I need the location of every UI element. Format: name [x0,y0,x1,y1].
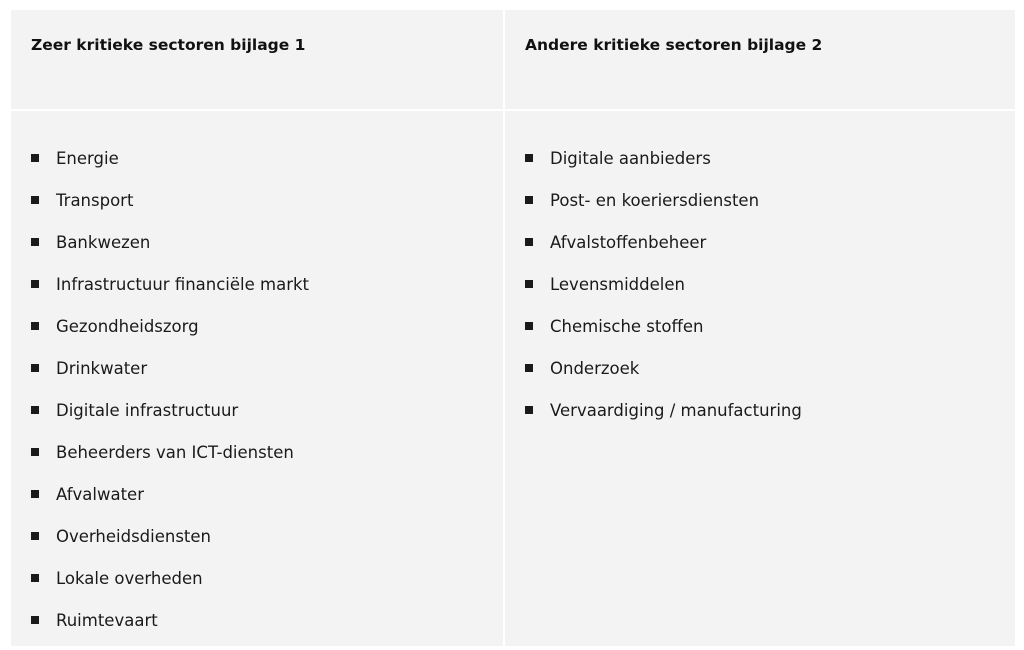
list-item-label: Infrastructuur financiële markt [56,274,310,294]
square-bullet-icon [525,406,533,414]
header-very-critical-sectors [11,10,503,109]
list-item [31,557,503,599]
list-item [525,389,1015,431]
list-item [31,599,503,641]
square-bullet-icon [31,364,39,372]
list-item-label: Vervaardiging / manufacturing [550,400,802,420]
list-item [525,179,1015,221]
square-bullet-icon [525,364,533,372]
square-bullet-icon [525,238,533,246]
list-item-label: Ruimtevaart [56,610,158,630]
list-item-label: Overheidsdiensten [56,526,212,546]
list-item-label: Post- en koeriersdiensten [550,190,760,210]
square-bullet-icon [31,280,39,288]
very-critical-sectors-cell [11,111,503,646]
list-item-label: Bankwezen [56,232,151,252]
square-bullet-icon [31,448,39,456]
list-item-label: Energie [56,148,119,168]
list-item-label: Gezondheidszorg [56,316,199,336]
list-item [31,515,503,557]
list-item [525,137,1015,179]
list-item-label: Digitale infrastructuur [56,400,239,420]
list-item-label: Transport [56,190,134,210]
sector-table [11,10,1015,646]
list-item-label: Afvalstoffenbeheer [550,232,707,252]
list-item-label: Lokale overheden [56,568,203,588]
square-bullet-icon [31,406,39,414]
list-item-label: Levensmiddelen [550,274,685,294]
header-left-label: Zeer kritieke sectoren bijlage 1 [31,36,306,54]
list-item-label: Afvalwater [56,484,144,504]
other-critical-sectors-list [525,137,1015,431]
list-item [31,137,503,179]
square-bullet-icon [31,616,39,624]
square-bullet-icon [31,532,39,540]
list-item-label: Beheerders van ICT-diensten [56,442,294,462]
list-item [525,221,1015,263]
square-bullet-icon [31,322,39,330]
square-bullet-icon [525,322,533,330]
square-bullet-icon [31,574,39,582]
square-bullet-icon [525,196,533,204]
square-bullet-icon [525,280,533,288]
other-critical-sectors-cell [505,111,1015,646]
list-item [31,179,503,221]
square-bullet-icon [31,154,39,162]
square-bullet-icon [31,196,39,204]
list-item-label: Drinkwater [56,358,148,378]
list-item-label: Chemische stoffen [550,316,704,336]
list-item [525,263,1015,305]
square-bullet-icon [31,490,39,498]
list-item [31,305,503,347]
square-bullet-icon [31,238,39,246]
list-item-label: Digitale aanbieders [550,148,711,168]
list-item [31,263,503,305]
list-item [31,431,503,473]
list-item [31,221,503,263]
header-right-label: Andere kritieke sectoren bijlage 2 [525,36,823,54]
list-item-label: Onderzoek [550,358,640,378]
list-item [525,347,1015,389]
very-critical-sectors-list [31,137,503,641]
list-item [525,305,1015,347]
list-item [31,347,503,389]
list-item [31,473,503,515]
square-bullet-icon [525,154,533,162]
list-item [31,389,503,431]
header-other-critical-sectors [505,10,1015,109]
